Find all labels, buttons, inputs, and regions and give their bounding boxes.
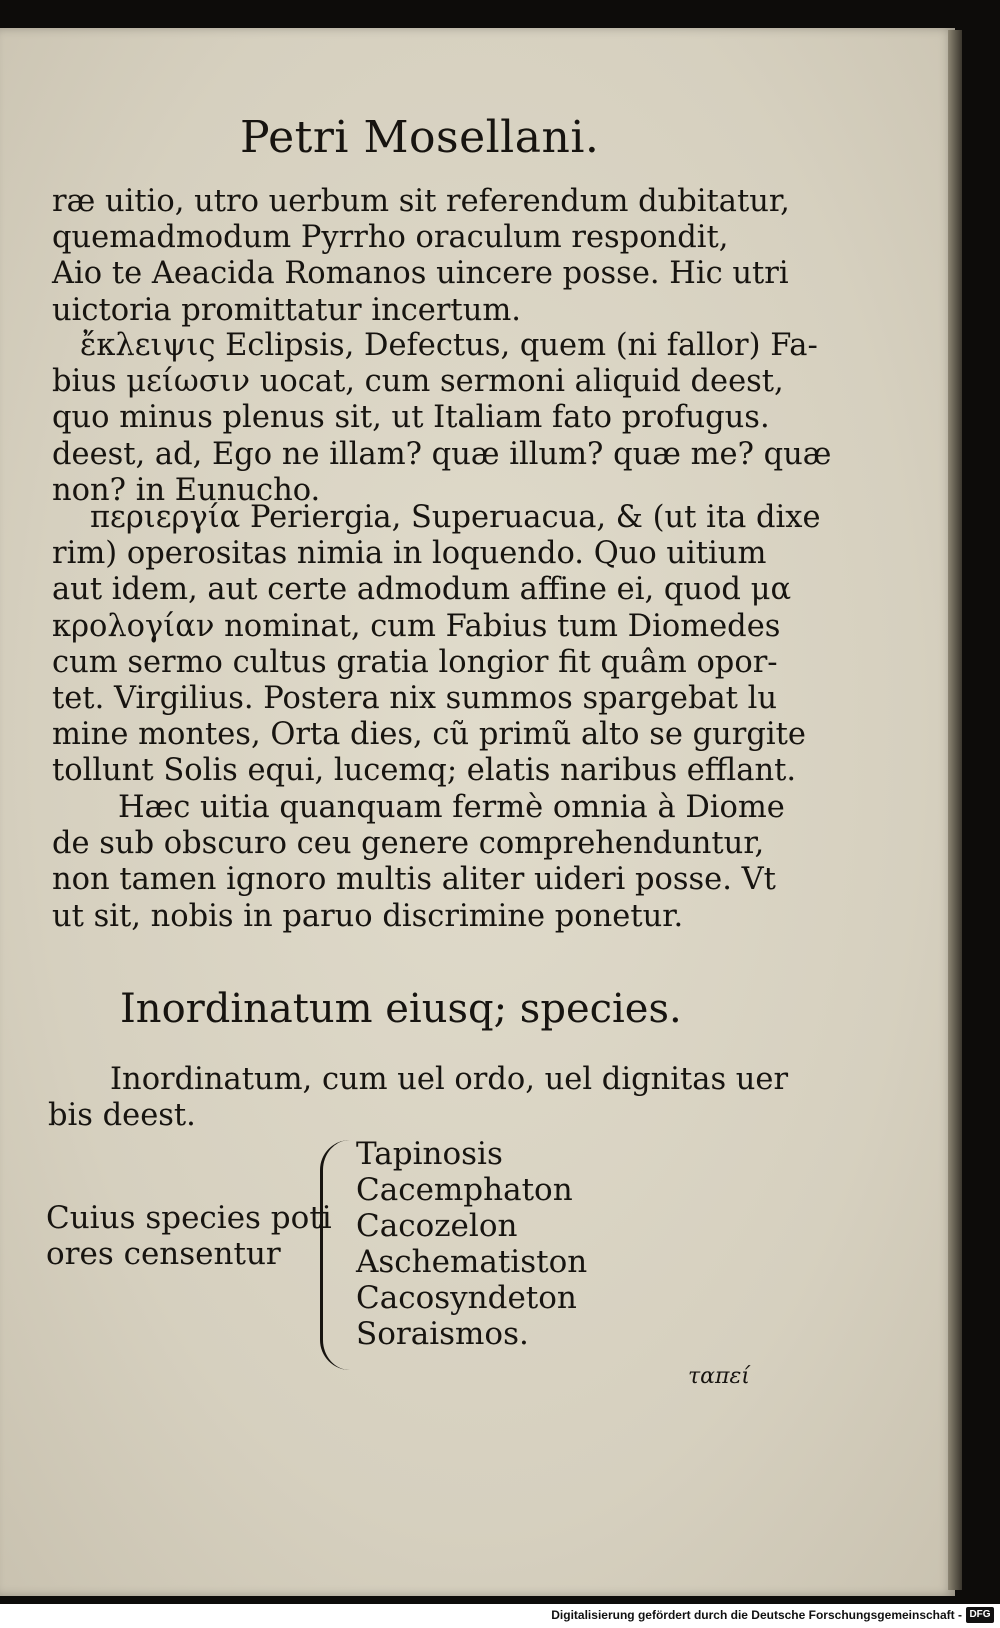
text-line: bius μείωσιν uocat, cum sermoni aliquid deest, [52,364,784,400]
list-item: Soraismos. [356,1316,529,1352]
section-intro [48,1062,788,1134]
paragraph-4 [52,790,785,935]
text-line: rim) operositas nimia in loquendo. Quo uitium [52,536,767,572]
species-label [46,1200,332,1272]
text-line: Inordinatum, cum uel ordo, uel dignitas uer [110,1062,789,1097]
species-list [356,1136,587,1352]
text-line: Aio te Aeacida Romanos uincere posse. Hic utri [52,256,789,292]
text-line: Cuius species poti [46,1200,332,1236]
text-line: deest, ad, Ego ne illam? quæ illum? quæ me? quæ [52,436,832,472]
text-line: Hæc uitia quanquam fermè omnia à Diome [118,790,785,825]
list-item: Aschematiston [356,1244,588,1280]
text-line: ræ uitio, utro uerbum sit referendum dubitatur, [52,184,790,219]
text-line: bis deest. [48,1098,196,1134]
list-item: Cacozelon [356,1208,518,1244]
paragraph-1 [52,184,790,329]
dfg-logo-icon: DFG [966,1607,994,1623]
text-line: quemadmodum Pyrrho oraculum respondit, [52,220,729,256]
text-line: uictoria promittatur incertum. [52,292,521,328]
list-item: Tapinosis [356,1136,503,1172]
text-line: non tamen ignoro multis aliter uideri posse. Vt [52,862,776,898]
page-edge [948,30,962,1590]
text-line: κρολογίαν nominat, cum Fabius tum Diomedes [52,608,781,644]
text-line: de sub obscuro ceu genere comprehenduntur, [52,826,765,862]
text-line: aut idem, aut certe admodum affine ei, quod μα [52,572,792,608]
paragraph-2 [52,328,831,509]
text-line: ut sit, nobis in paruo discrimine ponetur. [52,898,684,934]
running-header: Petri Mosellani. [240,112,600,163]
paragraph-3 [52,500,821,790]
text-line: mine montes, Orta dies, cũ primũ alto se gurgite [52,717,806,753]
list-item: Cacemphaton [356,1172,573,1208]
curly-brace [320,1140,353,1370]
text-line: ores censentur [46,1236,281,1272]
text-line: cum sermo cultus gratia longior fit quâm opor- [52,644,778,680]
text-line: quo minus plenus sit, ut Italiam fato profugus. [52,400,770,436]
text-line: ἔκλειψις Eclipsis, Defectus, quem (ni fallor) Fa- [80,328,818,363]
section-heading: Inordinatum eiusq; species. [120,986,682,1032]
footer-credit: Digitalisierung gefördert durch die Deutsche Forschungsgemeinschaft - [551,1608,962,1622]
footer-bar [0,1604,1000,1628]
catchword: ταπεί [688,1364,750,1389]
text-line: περιεργία Periergia, Superuacua, & (ut ita dixe [90,500,821,535]
list-item: Cacosyndeton [356,1280,577,1316]
text-line: non? in Eunucho. [52,472,321,508]
text-line: tollunt Solis equi, lucemq; elatis naribus efflant. [52,753,797,789]
text-line: tet. Virgilius. Postera nix summos spargebat lu [52,680,778,716]
